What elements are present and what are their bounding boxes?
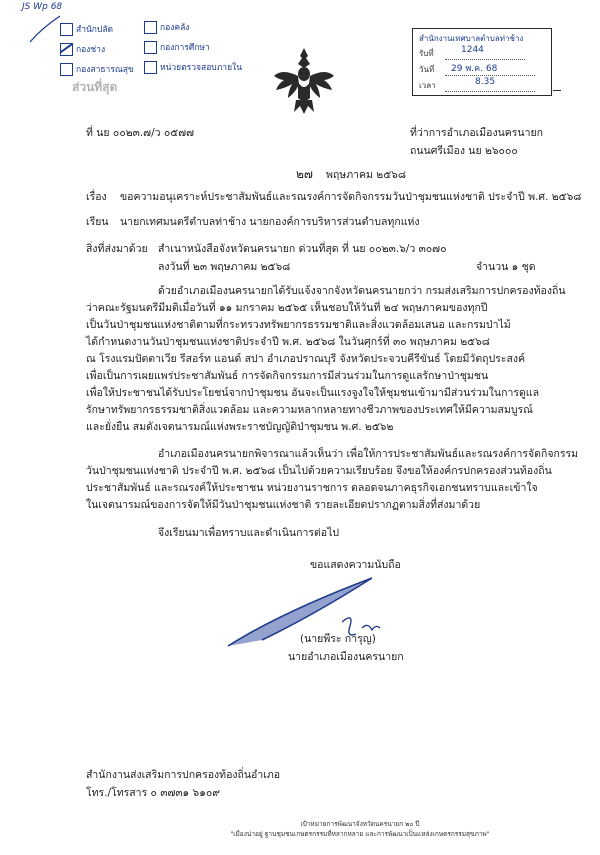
route-label: กองช่าง bbox=[76, 45, 106, 55]
route-label: สำนักปลัด bbox=[76, 25, 114, 35]
checkbox[interactable] bbox=[60, 63, 73, 76]
stamp-no-value: 1244 bbox=[461, 45, 484, 55]
garuda-emblem-icon bbox=[272, 46, 336, 116]
stamp-date-label: วันที่ bbox=[419, 65, 435, 74]
urgent-stamp: ส่วนที่สุด bbox=[72, 80, 118, 94]
footer-line2: "เมืองน่าอยู่ ฐานชุมชนเกษตรกรรมที่หลากหลาย และการพัฒนาเป็นแหล่งเกษตรกรรมสุขภาพ" bbox=[230, 830, 490, 838]
checkbox[interactable] bbox=[60, 23, 73, 36]
route-item-0[interactable] bbox=[60, 22, 113, 36]
route-label: กองการศึกษา bbox=[160, 43, 210, 53]
body-line: อำเภอเมืองนครนายกพิจารณาแล้วเห็นว่า เพื่อให้การประชาสัมพันธ์และรณรงค์การจัดกิจกรรม bbox=[158, 448, 579, 460]
stamp-time-value: 8.35 bbox=[475, 77, 496, 87]
enclosure-line1: สำเนาหนังสือจังหวัดนครนายก ด่วนที่สุด ที่ นย ๐๐๒๓.๖/ว ๓๐๗๐ bbox=[158, 243, 447, 255]
date-month-year: พฤษภาคม ๒๕๖๘ bbox=[326, 169, 406, 181]
route-item-2[interactable] bbox=[60, 42, 105, 56]
signer-name: (นายพีระ การุญ) bbox=[300, 633, 376, 645]
checkbox[interactable] bbox=[144, 61, 157, 74]
subject-text: ขอความอนุเคราะห์ประชาสัมพันธ์และรณรงค์การจัดกิจกรรมวันป่าชุมชนแห่งชาติ ประจำปี พ.ศ. ๒๕๖๘ bbox=[120, 191, 582, 203]
route-label: กองสาธารณสุข bbox=[76, 65, 134, 75]
route-item-5[interactable] bbox=[144, 60, 242, 74]
pen-stroke-mark bbox=[28, 14, 62, 44]
stamp-date-value: 29 พ.ค. 68 bbox=[451, 64, 498, 74]
route-item-3[interactable] bbox=[144, 40, 210, 54]
stamp-no-label: รับที่ bbox=[419, 49, 434, 58]
body-line: วันป่าชุมชนแห่งชาติ ประจำปี พ.ศ. ๒๕๖๘ เป็นไปด้วยความเรียบร้อย จึงขอให้องค์กรปกครองส่วนท้องถิ่น bbox=[86, 465, 552, 477]
enclosure-label: สิ่งที่ส่งมาด้วย bbox=[86, 243, 148, 255]
body-line: เพื่อเป็นการเผยแพร่ประชาสัมพันธ์ การจัดกิจกรรมการมีส่วนร่วมในการดูแลรักษาป่าชุมชน bbox=[86, 370, 489, 382]
signer-title: นายอำเภอเมืองนครนายก bbox=[288, 651, 404, 663]
receive-stamp bbox=[412, 28, 552, 96]
sender-address-line1: ที่ว่าการอำเภอเมืองนครนายก bbox=[410, 127, 543, 139]
body-line: ว่าคณะรัฐมนตรีมีมติเมื่อวันที่ ๑๑ มกราคม ๒๕๖๕ เห็นชอบให้วันที่ ๒๔ พฤษภาคมของทุกปี bbox=[86, 302, 488, 314]
body-line: ในเจตนารมณ์ของการจัดให้มีวันป่าชุมชนแห่งชาติ รายละเอียดปรากฏตามสิ่งที่ส่งมาด้วย bbox=[86, 499, 481, 511]
body-line: เป็นวันป่าชุมชนแห่งชาติตามที่กระทรวงทรัพยากรธรรมชาติและสิ่งแวดล้อมเสนอ และกรมป่าไม้ bbox=[86, 319, 511, 331]
regards-text: ขอแสดงความนับถือ bbox=[310, 559, 401, 571]
body-line: ประชาสัมพันธ์ และรณรงค์ให้ประชาชน หน่วยงานราชการ ตลอดจนภาคธุรกิจเอกชนทราบและเข้าใจ bbox=[86, 482, 538, 494]
to-label: เรียน bbox=[86, 216, 109, 228]
body-line: ได้กำหนดงานวันป่าชุมชนแห่งชาติประจำปี พ.ศ. ๒๕๖๘ ในวันศุกร์ที่ ๓๐ พฤษภาคม ๒๕๖๘ bbox=[86, 336, 490, 348]
doc-number: ที่ นย ๐๐๒๓.๗/ว ๐๕๗๗ bbox=[86, 127, 194, 139]
handwritten-note: JS Wp 68 bbox=[22, 2, 63, 12]
checkbox[interactable] bbox=[144, 41, 157, 54]
route-item-4[interactable] bbox=[60, 62, 134, 76]
subject-label: เรื่อง bbox=[86, 191, 107, 203]
date-day: ๒๗ bbox=[296, 167, 313, 181]
stamp-title: สำนักงานเทศบาลตำบลท่าช้าง bbox=[419, 34, 524, 43]
sender-address-line2: ถนนศรีเมือง นย ๒๖๐๐๐ bbox=[410, 145, 518, 157]
checkbox-checked[interactable] bbox=[60, 43, 73, 56]
enclosure-line2: ลงวันที่ ๒๓ พฤษภาคม ๒๕๖๘ bbox=[158, 261, 291, 273]
checkbox[interactable] bbox=[144, 21, 157, 34]
body-line: และยั่งยืน สมดังเจตนารมณ์แห่งพระราชบัญญัติป่าชุมชน พ.ศ. ๒๕๖๒ bbox=[86, 421, 394, 433]
stamp-time-label: เวลา bbox=[419, 81, 436, 90]
closing-text: จึงเรียนมาเพื่อทราบและดำเนินการต่อไป bbox=[158, 527, 340, 539]
body-line: ณ โรงแรมปัตตาเวีย รีสอร์ท แอนด์ สปา อำเภอปราณบุรี จังหวัดประจวบคีรีขันธ์ โดยมีวัตถุประสงค์ bbox=[86, 353, 526, 365]
body-line: ด้วยอำเภอเมืองนครนายกได้รับแจ้งจากจังหวัดนครนายกว่า กรมส่งเสริมการปกครองท้องถิ่น bbox=[158, 285, 566, 297]
route-label: หน่วยตรวจสอบภายใน bbox=[160, 63, 243, 73]
body-line: รักษาทรัพยากรธรรมชาติสิ่งแวดล้อม และความหลากหลายทางชีวภาพของประเทศให้มีความสมบูรณ์ bbox=[86, 404, 533, 416]
body-line: เพื่อให้ประชาชนได้รับประโยชน์จากป่าชุมชน อันจะเป็นแรงจูงใจให้ชุมชนเข้ามามีส่วนร่วมในการดูแล bbox=[86, 387, 539, 399]
footer-line1: เป้าหมายการพัฒนาจังหวัดนครนายก ๒๐ ปี bbox=[300, 820, 420, 828]
to-text: นายกเทศมนตรีตำบลท่าช้าง นายกองค์การบริหารส่วนตำบลทุกแห่ง bbox=[120, 216, 420, 228]
route-item-1[interactable] bbox=[144, 20, 189, 34]
enclosure-count: จำนวน ๑ ชุด bbox=[476, 261, 536, 273]
office-phone: โทร./โทรสาร ๐ ๓๗๓๑ ๖๑๐๙ bbox=[86, 787, 220, 799]
route-label: กองคลัง bbox=[160, 23, 190, 33]
office-name: สำนักงานส่งเสริมการปกครองท้องถิ่นอำเภอ bbox=[86, 769, 281, 781]
